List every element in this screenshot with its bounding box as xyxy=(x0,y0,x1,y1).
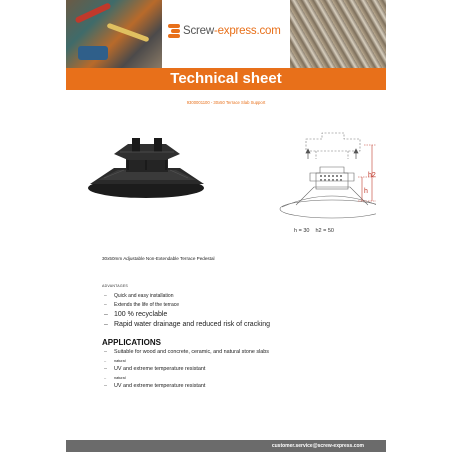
label-h2: h2 xyxy=(368,172,376,179)
pedestal-dimension-diagram xyxy=(216,125,376,225)
list-item: – natural xyxy=(102,375,269,381)
list-item: – 100 % recyclable xyxy=(102,310,270,320)
list-item: – Quick and easy installation xyxy=(102,292,270,301)
list-item: – UV and extreme temperature resistant xyxy=(102,383,269,390)
advantages-heading: ADVANTAGES xyxy=(102,284,129,288)
logo-mark-icon xyxy=(168,24,180,38)
list-item: – UV and extreme temperature resistant xyxy=(102,366,269,373)
header-banner xyxy=(66,0,386,68)
product-name: 30x50mm Adjustable Non-Extendable Terrace Pedestal xyxy=(102,256,215,261)
pedestal-photo xyxy=(84,130,214,210)
product-reference: 9300001100 - 30x50 Terrace Slab Support xyxy=(186,100,266,105)
case-shape xyxy=(78,46,108,60)
support-email-link[interactable]: customer.service@screw-express.com xyxy=(271,443,364,449)
list-item: – natural xyxy=(102,358,269,364)
tools-photo xyxy=(66,0,162,68)
applications-heading: APPLICATIONS xyxy=(102,338,161,347)
logo-area xyxy=(162,0,290,68)
screwdriver-shape xyxy=(75,2,112,23)
label-h: h xyxy=(364,188,368,195)
dimension-h: h = 30 xyxy=(294,228,310,234)
advantages-list xyxy=(102,292,270,330)
footer-bar xyxy=(66,440,386,452)
screws-photo xyxy=(290,0,386,68)
page-title: Technical sheet xyxy=(66,68,386,90)
list-item: – Extends the life of the terrace xyxy=(102,301,270,310)
technical-sheet-page xyxy=(66,0,386,452)
brand-logo[interactable] xyxy=(168,24,281,38)
brand-name: Screw-express.com xyxy=(183,25,281,37)
dimension-values xyxy=(294,228,334,234)
list-item: – Suitable for wood and concrete, ceramic, and natural stone slabs xyxy=(102,349,269,356)
applications-list xyxy=(102,349,269,392)
list-item: – Rapid water drainage and reduced risk of cracking xyxy=(102,320,270,330)
bit-shape xyxy=(106,23,149,43)
dimension-h2: h2 = 50 xyxy=(315,228,334,234)
